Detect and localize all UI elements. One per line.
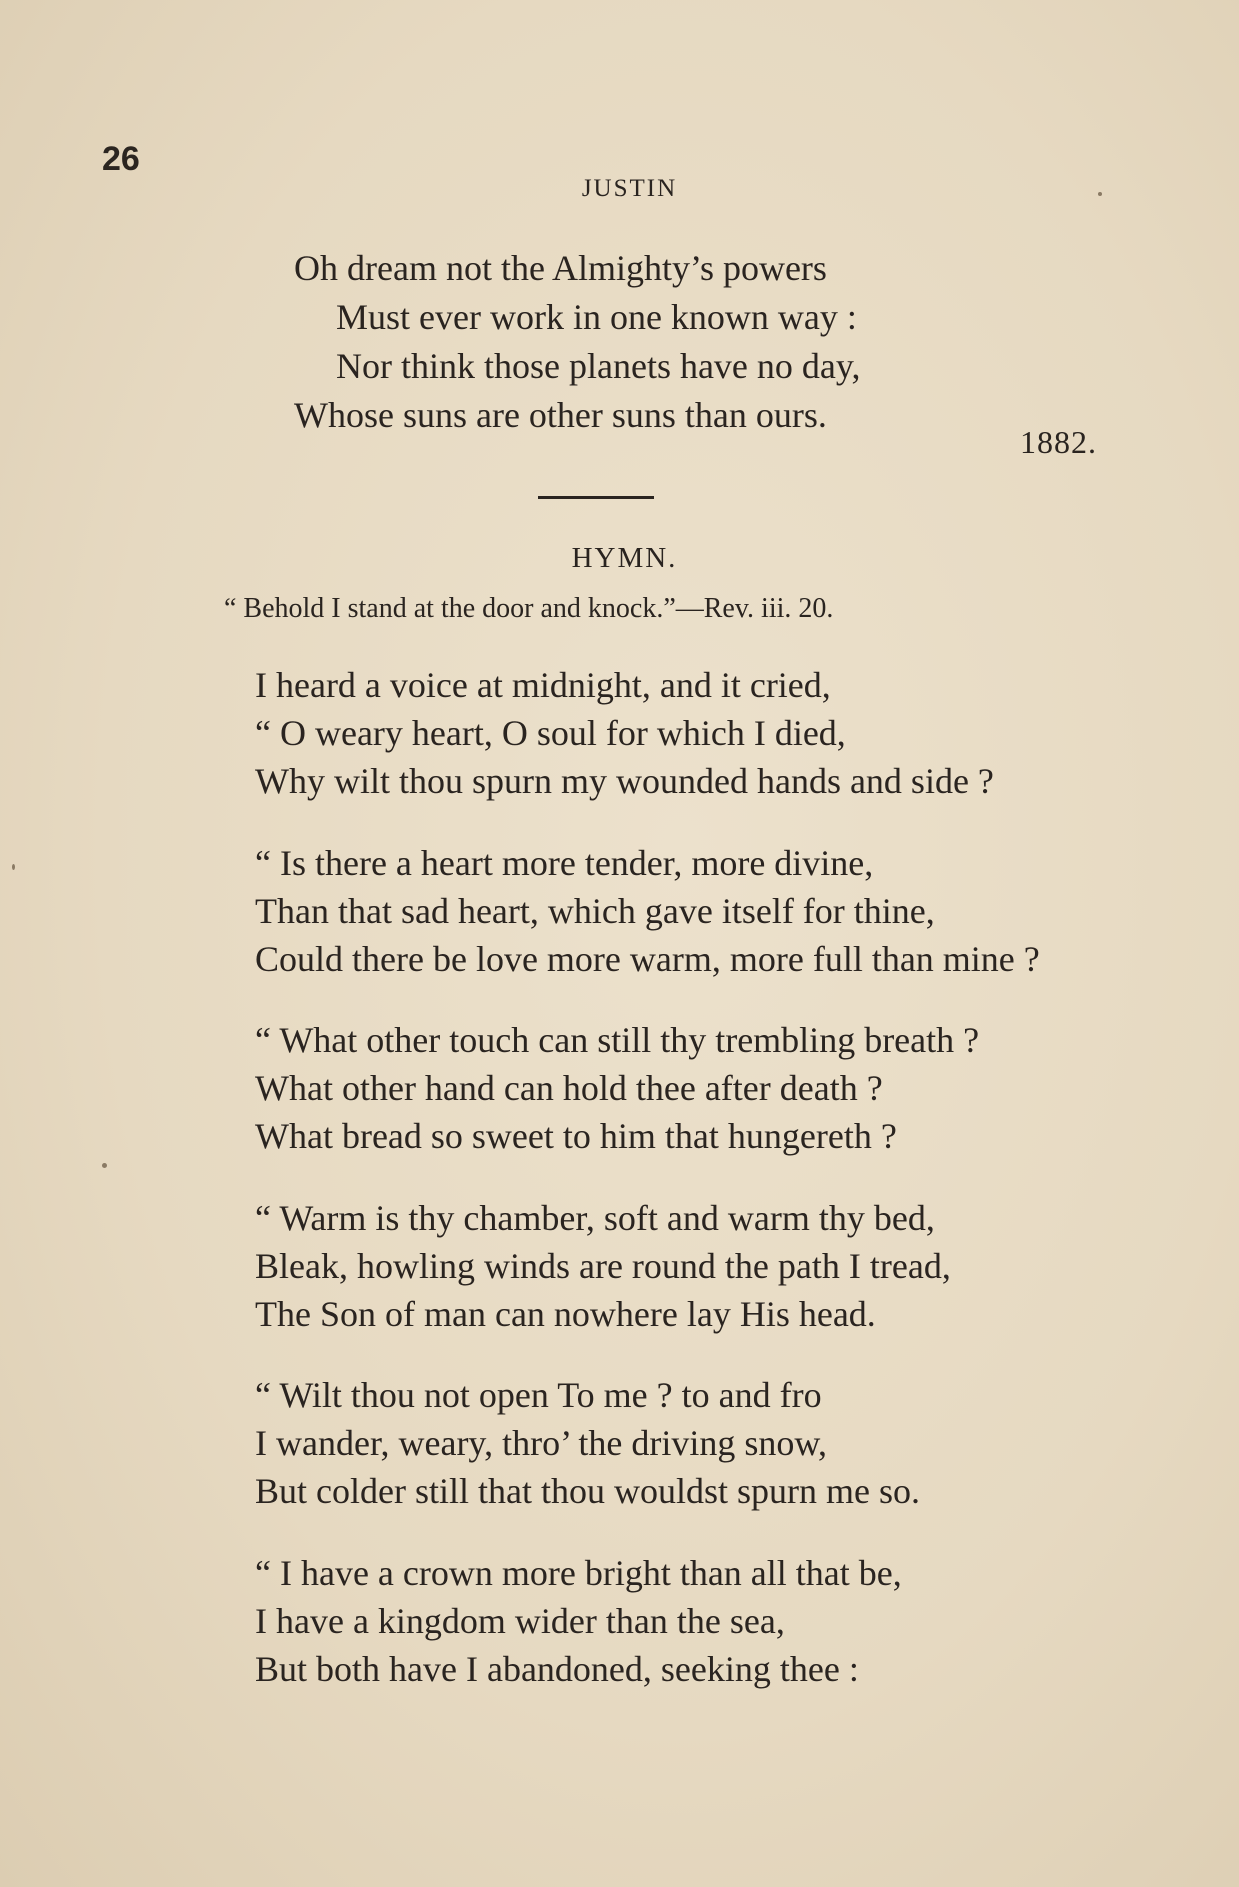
hymn-title: HYMN. (571, 542, 678, 574)
hymn-line: But colder still that thou wouldst spurn me so. (255, 1471, 920, 1511)
poem-line: Oh dream not the Almighty’s powers (294, 248, 827, 288)
page-number: 26 (102, 140, 140, 178)
hymn-line: Why wilt thou spurn my wounded hands and side ? (255, 761, 994, 801)
hymn-line: Bleak, howling winds are round the path I tread, (255, 1246, 951, 1286)
section-divider (538, 496, 654, 499)
hymn-line: I wander, weary, thro’ the driving snow, (255, 1423, 828, 1463)
running-head: JUSTIN (581, 175, 678, 202)
hymn-line: Could there be love more warm, more full than mine ? (255, 939, 1040, 979)
poem-date: 1882. (1020, 424, 1097, 460)
hymn-line: I heard a voice at midnight, and it cried, (255, 665, 831, 705)
poem-line: Whose suns are other suns than ours. (294, 395, 827, 435)
hymn-line: What bread so sweet to him that hungereth ? (255, 1116, 897, 1156)
hymn-line: The Son of man can nowhere lay His head. (255, 1294, 876, 1334)
paper-speck (102, 1163, 107, 1168)
hymn-line: “ What other touch can still thy trembling breath ? (255, 1020, 980, 1060)
hymn-line: “ Is there a heart more tender, more divine, (255, 843, 874, 883)
hymn-line: “ Wilt thou not open To me ? to and fro (255, 1375, 822, 1415)
poem-line: Nor think those planets have no day, (336, 346, 861, 386)
hymn-line: “ I have a crown more bright than all that be, (255, 1553, 902, 1593)
hymn-line: I have a kingdom wider than the sea, (255, 1601, 785, 1641)
hymn-line: But both have I abandoned, seeking thee : (255, 1649, 859, 1689)
hymn-line: Than that sad heart, which gave itself for thine, (255, 891, 935, 931)
hymn-line: What other hand can hold thee after death ? (255, 1068, 883, 1108)
hymn-line: “ Warm is thy chamber, soft and warm thy bed, (255, 1198, 935, 1238)
hymn-epigraph: “ Behold I stand at the door and knock.”—Rev. iii. 20. (224, 593, 834, 624)
poem-line: Must ever work in one known way : (336, 297, 857, 337)
hymn-line: “ O weary heart, O soul for which I died, (255, 713, 846, 753)
paper-speck (12, 864, 15, 870)
